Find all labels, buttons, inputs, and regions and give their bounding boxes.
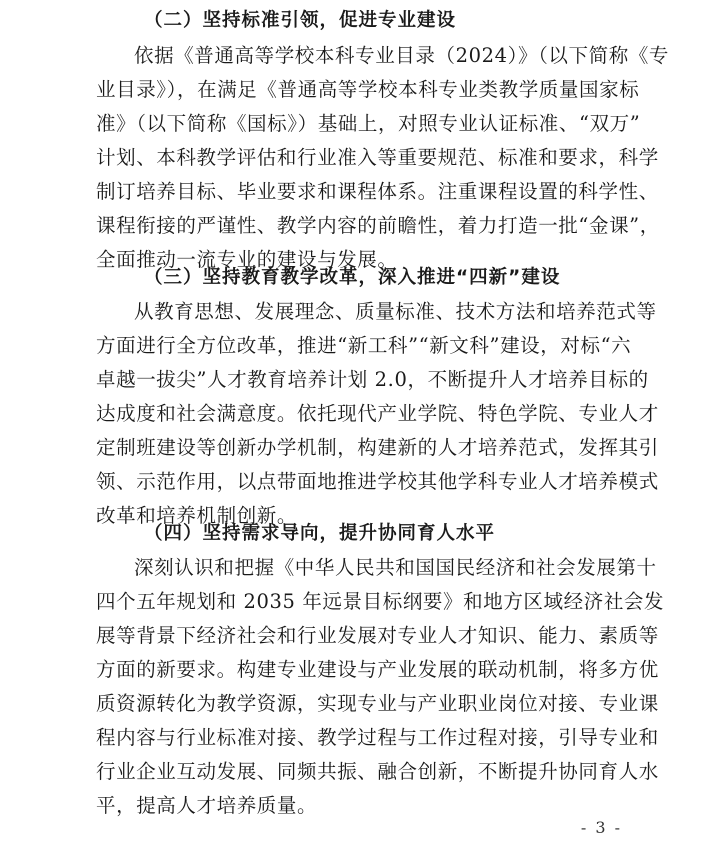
paragraph-line: 卓越一拔尖”人才教育培养计划 2.0，不断提升人才培养目标的 [96,368,649,391]
paragraph-line: 定制班建设等创新办学机制，构建新的人才培养范式，发挥其引 [96,436,659,459]
paragraph-line: 准》（以下简称《国标》）基础上，对照专业认证标准、“双万” [96,112,641,135]
section-3-heading: （三）坚持教育教学改革，深入推进“四新”建设 [144,267,561,288]
paragraph-line: 程内容与行业标准对接、教学过程与工作过程对接，引导专业和 [96,726,659,749]
paragraph-line: 质资源转化为教学资源，实现专业与产业职业岗位对接、专业课 [96,692,659,715]
paragraph-line: 展等背景下经济社会和行业发展对专业人才知识、能力、素质等 [96,624,659,647]
section-2-heading: （二）坚持标准引领，促进专业建设 [144,10,457,31]
paragraph-line: 计划、本科教学评估和行业准入等重要规范、标准和要求，科学 [96,146,659,169]
paragraph-line: 行业企业互动发展、同频共振、融合创新，不断提升协同育人水 [96,760,659,783]
paragraph-line: 全面推动一流专业的建设与发展。 [96,248,398,271]
paragraph-line: 平，提高人才培养质量。 [96,794,318,817]
paragraph-line: 制订培养目标、毕业要求和课程体系。注重课程设置的科学性、 [96,180,659,203]
paragraph-line: 改革和培养机制创新。 [96,504,298,527]
paragraph-line: 领、示范作用，以点带面地推进学校其他学科专业人才培养模式 [96,470,659,493]
page-number: - 3 - [580,818,622,837]
paragraph-line: 达成度和社会满意度。依托现代产业学院、特色学院、专业人才 [96,402,659,425]
paragraph-line: 业目录》），在满足《普通高等学校本科专业类教学质量国家标 [96,78,640,101]
paragraph-line: 依据《普通高等学校本科专业目录（2024）》（以下简称《专 [134,44,670,67]
section-4-heading: （四）坚持需求导向，提升协同育人水平 [144,523,496,544]
paragraph-line: 深刻认识和把握《中华人民共和国国民经济和社会发展第十 [134,556,657,579]
paragraph-line: 方面进行全方位改革，推进“新工科”“新文科”建设，对标“六 [96,334,632,357]
paragraph-line: 从教育思想、发展理念、质量标准、技术方法和培养范式等 [134,300,657,323]
paragraph-line: 四个五年规划和 2035 年远景目标纲要》和地方区域经济社会发 [96,590,665,613]
paragraph-line: 课程衔接的严谨性、教学内容的前瞻性，着力打造一批“金课”， [96,214,660,237]
paragraph-line: 方面的新要求。构建专业建设与产业发展的联动机制，将多方优 [96,658,659,681]
